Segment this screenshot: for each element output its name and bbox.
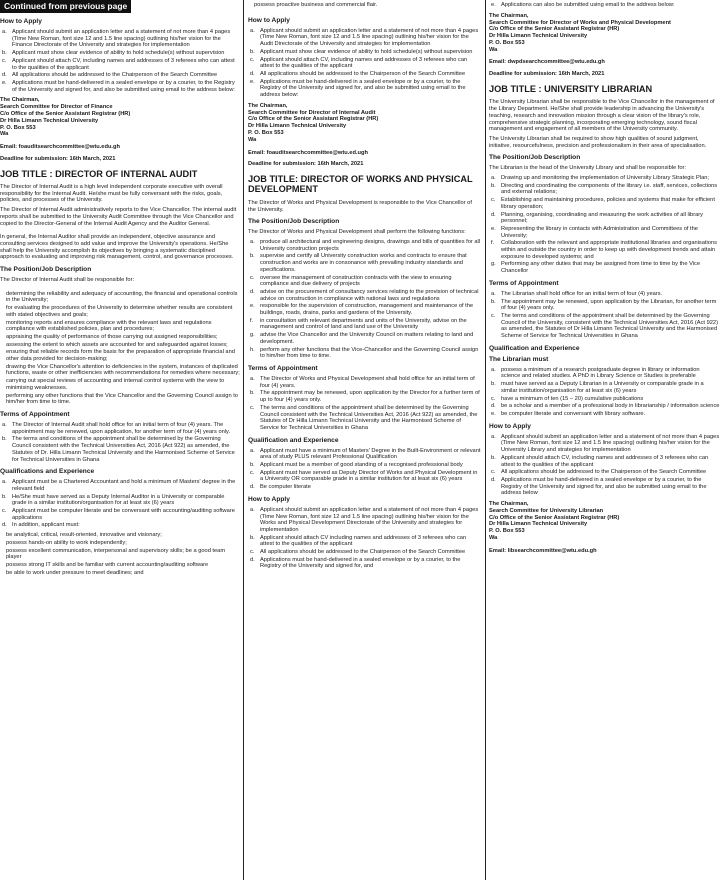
list-item: a. Applicant should submit an application letter and a statement of not more than 4 pages (Time New Roman, font size 12 and 1.5 line spacing) outlining his/her vision for the Works and Physical Development Directorate of the University and strategies for implementation <box>250 506 479 533</box>
list-item: c. Applicant must have served as Deputy Director of Works and Physical Development in a University OR comparable grade in a similar institution for at least six (6) years <box>250 469 478 483</box>
how-to-apply-heading: How to Apply <box>248 495 290 503</box>
list-item: a. The Librarian shall hold office for an initial term of four (4) years. <box>491 290 663 297</box>
how-to-apply-heading: How to Apply <box>489 422 531 430</box>
list-item: b. Applicant must be a member of good standing of a recognised professional body <box>250 462 463 469</box>
deadline-text: Deadline for submission: 16th March, 2021 <box>248 161 364 168</box>
list-item: e. Applications must be hand-delivered in a sealed envelope or by a courier, to the Registry of the University and signed for, and also be submitted using email to the address below: <box>250 78 466 99</box>
paragraph: The Librarian is the head of the University Library and shall be responsible for: <box>489 165 686 172</box>
list-item: possess excellent communication, interpersonal and supervisory skills; be a good team player <box>6 547 226 561</box>
list-item: possess strong IT skills and be familiar with current accounting/auditing software <box>6 561 209 568</box>
qualifications-list <box>248 448 481 491</box>
list-item: b. The terms and conditions of the appointment shall be determined by the Governing Council consistent with the Technical Universities Act, 2016 (Act 922) as amended, the Statutes of Dr. Hilla Limann Technical University and the Harmonised Scheme of Service for Technical Universities in Ghana <box>2 436 235 463</box>
list-item: c. have a minimum of ten (15 – 20) cumulative publications <box>491 395 644 402</box>
address-block: The Chairman, Search Committee for University Librarian C/o Office of the Senior Assistant Registrar (HR) Dr Hilla Limann Technical University P. O. Box 553 Wa <box>489 501 620 542</box>
list-item: be able to work under pressure to meet deadlines; and <box>6 569 144 576</box>
paragraph: The Director of Internal Audit is a high level independent corporate executive with overall responsibility for the Internal Audit. He/she must be fully conversant with the risks, goals, policies, and processes of the University. <box>0 184 223 204</box>
terms-list <box>248 376 481 432</box>
list-item: c. Applicant must be computer literate and be conversant with accounting/auditing software applications <box>2 508 235 521</box>
list-item: b. Applicant should attach CV including names and addresses of 3 referees who can attest to the qualities of the applicant <box>250 534 467 548</box>
list-item: c. Establishing and maintaining procedures, policies and systems that make for efficient library operation; <box>491 197 715 210</box>
list-item: a. possess a minimum of a research postgraduate degree in library or information science and related studies. A PhD in Library Science or Studies is preferable <box>491 366 700 380</box>
column-divider <box>243 0 244 880</box>
list-item: e. Representing the library in contacts with Administration and Committees of the University; <box>491 225 698 239</box>
list-item: f. Collaboration with the relevant and appropriate institutional libraries and organisations within and outside the country in order to keep up with development trends and attain exposure to developed systems; and <box>491 240 717 260</box>
list-item: determining the reliability and adequacy of accounting, the financial and operational controls in the University; <box>6 290 238 304</box>
list-item: a. Applicant should submit an application letter and a statement of not more than 4 pages (Time New Roman, font size 12 and 1.5 line spacing) outlining his/her vision for the Finance Directorate of the University and strategies for implementation <box>2 29 231 49</box>
paragraph: The Director of Internal Audit administratively reports to the Vice Chancellor. The internal audit reports shall be submitted to the University Audit Committee through the Vice Chancellor and copied to the Director-General of the Internal Audit Agency and the Auditor General. <box>0 207 237 227</box>
position-heading: The Position/Job Description <box>248 218 340 226</box>
list-item: carrying out special reviews of accounting and internal control systems with the view to minimising weaknesses. <box>6 378 225 391</box>
list-item: monitoring reports and ensures compliance with the relevant laws and regulations compliance with established policies, plan and procedures; <box>6 319 212 333</box>
qualifications-heading: Qualification and Experience <box>489 344 580 352</box>
list-item: b. Directing and coordinating the components of the library i.e. staff, services, collections and external relations; <box>491 182 718 196</box>
list-item: b. Applicant should attach CV, including names and addresses of 3 referees who can attest to the qualities of the applicant <box>491 454 709 468</box>
continued-banner: Continued from previous page <box>0 0 131 13</box>
column-university-librarian <box>489 0 720 880</box>
apply-list <box>248 28 481 99</box>
duties-list <box>248 239 481 360</box>
how-to-apply-heading: How to Apply <box>248 16 290 24</box>
list-item: e. be computer literate and conversant with library software. <box>491 411 646 417</box>
terms-list <box>0 422 240 463</box>
address-block: The Chairman, Search Committee for Director of Internal Audit C/o Office of the Senior Assistant Registrar (HR) Dr Hilla Limann Technical University P. O. Box 553 Wa <box>248 102 379 143</box>
email-link[interactable]: Email: foauditsearchcommittee@wtu.ed.ugh <box>248 149 368 156</box>
traits-continued <box>248 2 481 9</box>
paragraph: The University Librarian shall be required to show high qualities of sound judgment, initiative, resourcefulness, precision and professionalism in their area of specialisation. <box>489 135 707 149</box>
list-item: b. He/She must have served as a Deputy Internal Auditor in a University or comparable grade in a similar institution/organisation for at least six (6) years <box>2 493 225 507</box>
email-link[interactable]: Email: foauditsearchcommittee@wtu.edu.gh <box>0 144 120 151</box>
list-item: e. responsible for the supervision of construction, management and maintenance of the buildings, roads, drains, parks and gardens of the University. <box>250 303 474 317</box>
list-item: b. supervise and certify all University construction works and contracts to ensure that construction and works are in consonance with prevailing industry standards and specifications. <box>250 253 467 273</box>
list-item: g. advise the Vice Chancellor and the University Council on matters relating to land and development. <box>250 332 474 345</box>
address-block: The Chairman, Search Committee for Director of Works and Physical Development C/o Office of the Senior Assistant Registrar (HR) Dr Hilla Limann Technical University P. O. Box 553 Wa <box>489 12 671 53</box>
paragraph: The University Librarian shall be responsible to the Vice Chancellor in the management of the Library Department. He/She shall provide leadership in advancing the University's teaching, research and innovation mission through a clear vision of the library's role, comprehensive strategic planning, incorporating emerging technology, sound fiscal management and engagement of all members of the University community. <box>489 99 715 133</box>
list-item: c. All applications should be addressed to the Chairperson of the Search Committee <box>250 549 466 556</box>
email-link[interactable]: Email: dwpdsearchcommittee@wtu.edu.gh <box>489 59 605 66</box>
list-item: b. must have served as a Deputy Librarian in a University or comparable grade in a similar institution/organisation for at least six (6) years <box>491 381 704 394</box>
list-item: b. The appointment may be renewed, upon application by the Director for a further term of up to four (4) years only. <box>250 390 480 404</box>
qualifications-list <box>489 367 720 418</box>
list-item: for evaluating the procedures of the University to determine whether results are consistent with stated objectives and goals; <box>6 305 233 318</box>
list-item: a. Applicant must be a Chartered Accountant and hold a minimum of Masters' degree in the relevant field <box>2 479 236 492</box>
deadline-text: Deadline for submission: 16th March, 2021 <box>0 155 116 162</box>
list-item: possess hands-on ability to work independently; <box>6 539 127 546</box>
list-item: f. in consultation with relevant departments and units of the University, advise on the management and control of land and land use of the University <box>250 317 467 331</box>
list-item: a. The Director of Works and Physical Development shall hold office for an initial term of four (4) years. <box>250 375 475 389</box>
list-item: assessing the extent to which assets are accounted for and safeguarded against losses; <box>6 341 228 348</box>
terms-list <box>489 291 720 340</box>
list-item: a. Applicant should submit an application letter and a statement of not more than 4 pages (Time New Roman, font size 12 and 1.5 line spacing) outlining his/her vision for the Audit Directorate of the University and strategies for implementation <box>250 27 479 48</box>
terms-heading: Terms of Appointment <box>489 279 559 287</box>
list-item: d. Applications must be hand-delivered in a sealed envelope or by a courier, to the Registry of the University and signed for, and <box>250 556 461 570</box>
list-item: a. Drawing up and monitoring the implementation of University Library Strategic Plan; <box>491 175 710 182</box>
list-item: a. The Director of Internal Audit shall hold office for an initial term of four (4) years. The appointment may be renewed, upon application, for another term of four (4) years only. <box>2 422 231 435</box>
column-director-works <box>248 0 481 880</box>
list-item: d. Be computer literate <box>250 484 311 491</box>
list-item: c. Applicant should attach CV, including names and addresses of 3 referees who can attest to the qualities of the applicant <box>2 57 235 71</box>
list-item: a. Applicant must have a minimum of Masters' Degree in the Built-Environment or relevant area of study PLUS relevant Professional Qualification <box>250 447 481 461</box>
librarian-must-heading: The Librarian must <box>489 355 549 363</box>
list-item: g. Performing any other duties that may be assigned from time to time by the Vice Chancellor <box>491 261 701 275</box>
traits-list <box>0 532 240 576</box>
list-item: drawing the Vice Chancellor's attention to deficiencies in the system, instances of duplicated functions, waste or other inefficiencies with recommendations for remedies where necessary; <box>6 363 240 377</box>
terms-heading: Terms of Appointment <box>248 364 318 372</box>
paragraph: The Director of Works and Physical Development is responsible to the Vice Chancellor of the University. <box>248 199 472 213</box>
qualifications-heading: Qualifications and Experience <box>0 468 95 476</box>
column-director-internal-audit <box>0 0 240 880</box>
job-title-internal-audit: JOB TITLE : DIRECTOR OF INTERNAL AUDIT <box>0 168 198 179</box>
list-item: a. produce all architectural and engineering designs, drawings and bills of quantities for all University construction projects <box>250 239 481 252</box>
how-to-apply-heading: How to Apply <box>0 18 42 25</box>
paragraph: In general, the Internal Auditor shall provide an independent, objective assurance and consulting services designed to add value and improve the University's operations. He/She shall help the University accomplish its objectives by bringing a systematic disciplined approach to evaluating and improving risk management, control, and governance processes. <box>0 234 234 261</box>
duties-list <box>0 291 240 406</box>
list-item: d. advise on the procurement of consultancy services relating to the provision of technical advice on construction in compliance with national laws and regulations <box>250 288 479 302</box>
list-item: b. Applicant must show clear evidence of ability to hold schedule(s) without supervision <box>250 48 473 55</box>
apply-list <box>0 29 240 93</box>
list-item: possess proactive business and commercial flair. <box>254 2 378 8</box>
apply-list-continued <box>489 2 720 9</box>
paragraph: The Director of Internal Audit shall be responsible for: <box>0 277 135 284</box>
terms-heading: Terms of Appointment <box>0 411 70 418</box>
list-item: d. Planning, organising, coordinating and measuring the work activities of all library personnel; <box>491 211 704 225</box>
job-title-works: JOB TITLE: DIRECTOR OF WORKS AND PHYSICAL DEVELOPMENT <box>248 173 473 195</box>
list-item: performing any other functions that the Vice Chancellor and the Governing Council assign to him/her from time to time. <box>6 392 238 406</box>
apply-list <box>489 434 720 497</box>
list-item: c. The terms and conditions of the appointment shall be determined by the Governing Council of the University, consistent with the Technical Universities Act, 2016 (Act 922) as amended, the Statutes of Dr Hilla Limann Technical University and the Harmonised Scheme of Service for Technical Universities in Ghana <box>491 312 718 340</box>
list-item: d. Applications must be hand-delivered in a sealed envelope or by a courier, to the Registry of the University and signed for, and also be submitted using email to the address below <box>491 476 707 497</box>
paragraph: The Director of Works and Physical Development shall perform the following functions: <box>248 229 466 236</box>
list-item: d. All applications should be addressed to the Chairperson of the Search Committee <box>250 70 466 77</box>
list-item: d. be a scholar and a member of a professional body in librarianship / information science <box>491 403 720 410</box>
job-title-librarian: JOB TITLE : UNIVERSITY LIBRARIAN <box>489 83 653 94</box>
position-heading: The Position/Job Description <box>489 154 581 162</box>
list-item: e. Applications must be hand-delivered in a sealed envelope or by a courier, to the Registry of the University and signed for, and also be submitted using email to the address below: <box>2 79 235 93</box>
list-item: be analytical, critical, result-oriented, innovative and visionary; <box>6 532 162 539</box>
qualifications-list <box>0 479 240 529</box>
list-item: d. All applications should be addressed to the Chairperson of the Search Committee <box>2 72 218 79</box>
list-item: c. The terms and conditions of the appointment shall be determined by the Governing Council consistent with the Technical Universities Act, 2016 (Act 922) as amended, the Statutes of Dr Hilla Limann Technical University and the Harmonised Scheme of Service for Technical Universities in Ghana <box>250 404 478 431</box>
list-item: c. All applications should be addressed to the Chairperson of the Search Committee <box>491 469 707 476</box>
apply-list <box>248 507 481 570</box>
list-item: c. oversee the management of construction contracts with the view to ensuring compliance and due delivery of projects <box>250 274 452 288</box>
list-item: b. Applicant must show clear evidence of ability to hold schedule(s) without supervision <box>2 50 225 57</box>
position-heading: The Position/Job Description <box>0 266 92 274</box>
list-item: ensuring that reliable records form the basis for the preparation of appropriate financial and other data provided for decision-making; <box>6 349 235 363</box>
qualifications-heading: Qualification and Experience <box>248 436 339 444</box>
deadline-text: Deadline for submission: 16th March, 2021 <box>489 71 605 78</box>
list-item: d. In addition, applicant must: <box>2 522 80 529</box>
list-item: e. Applications can also be submitted using email to the address below: <box>491 2 675 8</box>
list-item: appraising the quality of performance of those carrying out assigned responsibilities; <box>6 333 218 340</box>
email-link[interactable]: Email: libsearchcommittee@wtu.edu.gh <box>489 547 597 554</box>
list-item: h. perform any other functions that the Vice-Chancellor and the Governing Council assign to him/her from time to time. <box>250 346 479 360</box>
address-block: The Chairman, Search Committee for Director of Finance C/o Office of the Senior Assistant Registrar (HR) Dr Hilla Limann Technical University P. O. Box 553 Wa <box>0 97 131 138</box>
list-item: a. Applicant should submit an application letter and a statement of not more than 4 pages (Time New Roman, font size 12 and 1.5 line spacing) outlining his/her vision for the University Library and strategies for implementation <box>491 433 720 454</box>
list-item: b. The appointment may be renewed, upon application by the Librarian, for another term of four (4) years only. <box>491 298 717 312</box>
column-divider <box>485 0 486 880</box>
duties-list <box>489 175 720 275</box>
list-item: c. Applicant should attach CV, including names and addresses of 3 referees who can attest to the qualities of the applicant <box>250 56 468 70</box>
